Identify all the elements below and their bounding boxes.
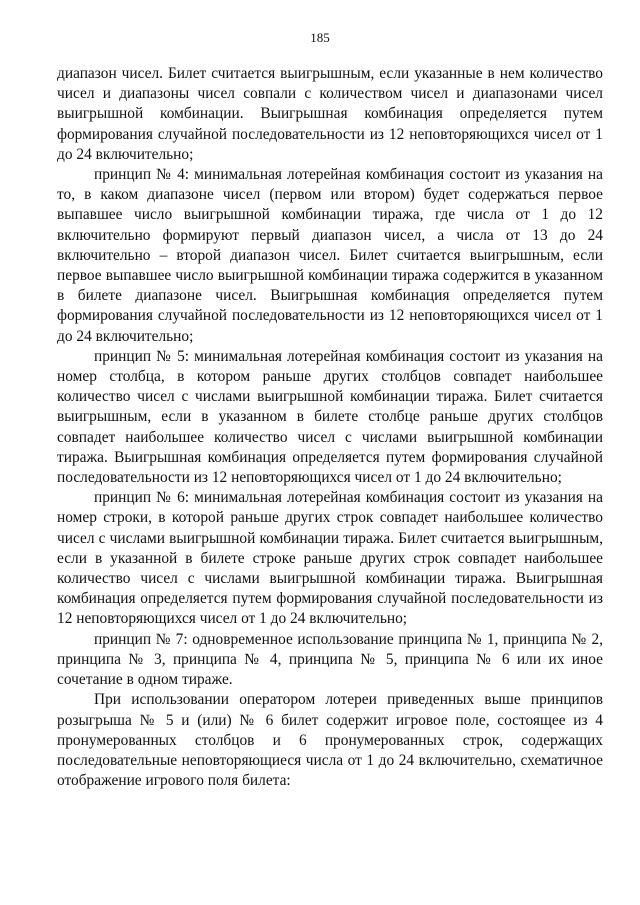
paragraph-principle-7: принцип № 7: одновременное использование принципа № 1, принципа № 2, принципа № 3, принципа № 4, принципа № 5, принципа № 6 или их иное сочетание в одном тираже.	[57, 630, 603, 689]
page-number: 185	[310, 30, 330, 45]
paragraph-principle-4: принцип № 4: минимальная лотерейная комбинация состоит из указания на то, в каком диапазоне чисел (первом или втором) будет содержаться первое выпавшее число выигрышной комбинации тиража, где числа от 1 до 12 включительно формируют первый диапазон чисел, а числа от 13 до 24 включительно – второй диапазон чисел. Билет считается выигрышным, если первое выпавшее число выигрышной комбинации тиража содержится в указанном в билете диапазоне чисел. Выигрышная комбинация определяется путем формирования случайной последовательности из 12 неповторяющихся чисел от 1 до 24 включительно;	[57, 166, 603, 345]
paragraph-principle-5: принцип № 5: минимальная лотерейная комбинация состоит из указания на номер столбца, в котором раньше других столбцов совпадет наибольшее количество чисел с числами выигрышной комбинации тиража. Билет считается выигрышным, если в указанном в билете столбце раньше других столбцов совпадет наибольшее количество чисел с числами выигрышной комбинации тиража. Выигрышная комбинация определяется путем формирования случайной последовательности из 12 неповторяющихся чисел от 1 до 24 включительно;	[57, 347, 603, 487]
paragraph-range-continuation: диапазон чисел. Билет считается выигрышным, если указанные в нем количество чисел и диапазоны чисел совпали с количеством чисел и диапазонами чисел выигрышной комбинации. Выигрышная комбинация определяется путем формирования случайной последовательности из 12 неповторяющихся чисел от 1 до 24 включительно;	[57, 65, 603, 163]
paragraph-game-field: При использовании оператором лотереи приведенных выше принципов розыгрыша № 5 и (или) № 6 билет содержит игровое поле, состоящее из 4 пронумерованных столбцов и 6 пронумерованных строк, содержащих последовательные неповторяющиеся числа от 1 до 24 включительно, схематичное отображение игрового поля билета:	[57, 691, 603, 790]
paragraph-principle-6: принцип № 6: минимальная лотерейная комбинация состоит из указания на номер строки, в которой раньше других строк совпадет наибольшее количество чисел с числами выигрышной комбинации тиража. Билет считается выигрышным, если в указанной в билете строке раньше других строк совпадет наибольшее количество чисел с числами выигрышной комбинации тиража. Выигрышная комбинация определяется путем формирования случайной последовательности из 12 неповторяющихся чисел от 1 до 24 включительно;	[57, 489, 603, 628]
document-body	[57, 64, 603, 791]
